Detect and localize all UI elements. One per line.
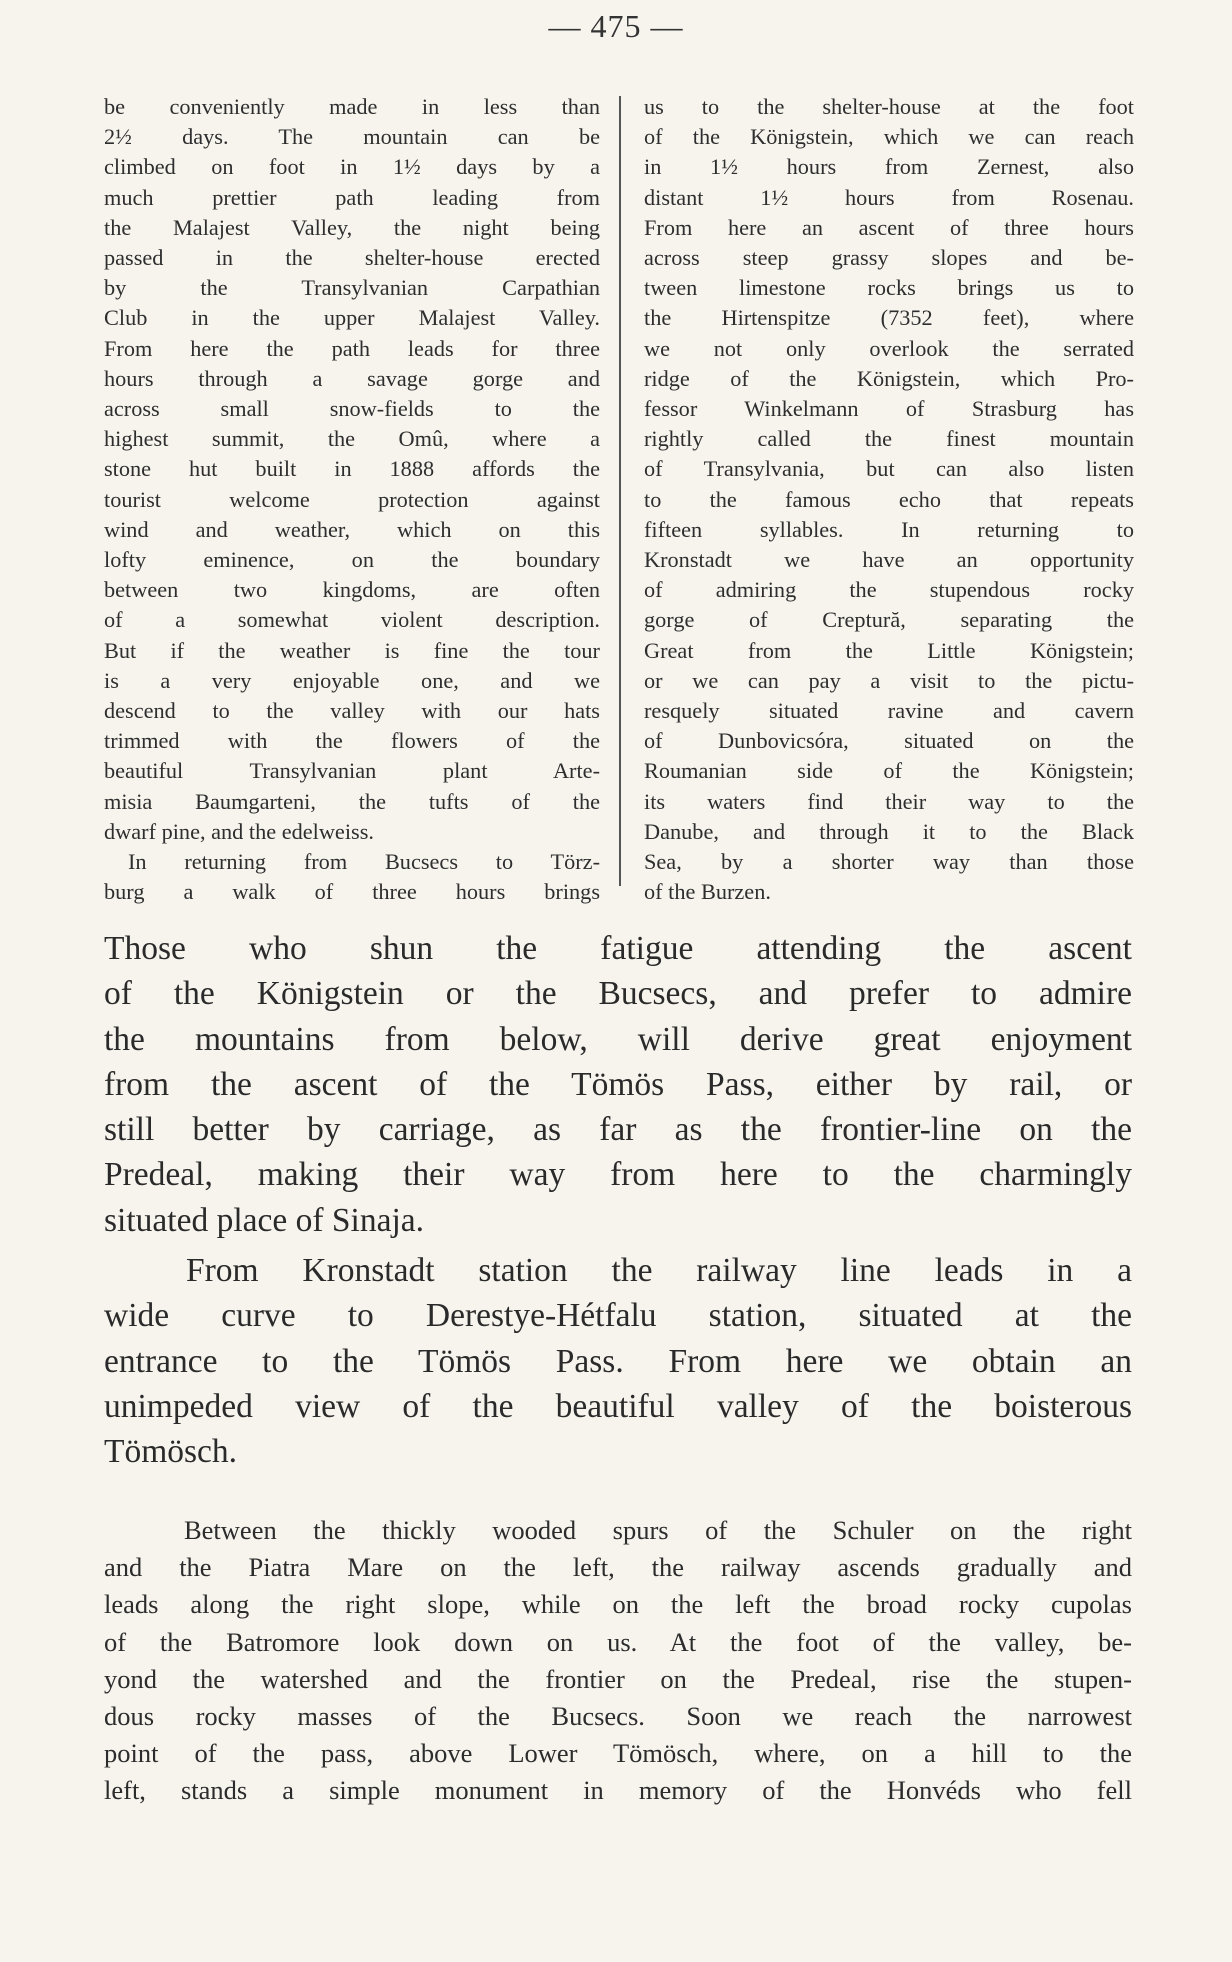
text-line: Between the thickly wooded spurs of the Schuler on the right: [184, 1515, 1132, 1545]
text-line: fessor Winkelmann of Strasburg has: [644, 396, 1134, 422]
text-line: Club in the upper Malajest Valley.: [104, 305, 600, 331]
text-line: of Transylvania, but can also listen: [644, 456, 1134, 482]
text-line: Sea, by a shorter way than those: [644, 849, 1134, 875]
text-line: the mountains from below, will derive great enjoyment: [104, 1020, 1132, 1058]
text-line: the Malajest Valley, the night being: [104, 214, 600, 240]
text-line: of the Königstein, which we can reach: [644, 124, 1134, 150]
text-line: descend to the valley with our hats: [104, 698, 600, 724]
text-line: Roumanian side of the Königstein;: [644, 758, 1134, 784]
text-line: us to the shelter-house at the foot: [644, 94, 1134, 119]
text-line: But if the weather is fine the tour: [104, 637, 600, 663]
text-line: its waters find their way to the: [644, 788, 1134, 814]
text-line: dous rocky masses of the Bucsecs. Soon we reach the narrowest: [104, 1701, 1132, 1732]
text-line: leads along the right slope, while on the left the broad rocky cupolas: [104, 1589, 1132, 1620]
large-paragraph-1: [104, 926, 1132, 1243]
text-line: of the Königstein or the Bucsecs, and prefer to admire: [104, 975, 1132, 1013]
text-line: beautiful Transylvanian plant Arte-: [104, 758, 600, 784]
column-divider: [619, 96, 621, 886]
text-line: Predeal, making their way from here to the charmingly: [104, 1156, 1132, 1194]
text-line: in 1½ hours from Zernest, also: [644, 154, 1134, 180]
text-line: left, stands a simple monument in memory of the Honvéds who fell: [104, 1775, 1132, 1806]
text-line: unimpeded view of the beautiful valley of the boisterous: [104, 1387, 1132, 1425]
text-line: by the Transylvanian Carpathian: [104, 275, 600, 301]
text-line: and the Piatra Mare on the left, the railway ascends gradually and: [104, 1552, 1132, 1583]
text-line: gorge of Creptură, separating the: [644, 607, 1134, 633]
text-line: distant 1½ hours from Rosenau.: [644, 184, 1134, 210]
text-line: lofty eminence, on the boundary: [104, 547, 600, 573]
right-column: [644, 92, 1134, 907]
text-line: entrance to the Tömös Pass. From here we obtain an: [104, 1342, 1132, 1380]
text-line: of the Burzen.: [644, 879, 771, 905]
text-line: of a somewhat violent description.: [104, 607, 600, 633]
large-paragraph-2: [104, 1248, 1132, 1474]
text-line: From Kronstadt station the railway line leads in a: [186, 1252, 1132, 1289]
text-line: point of the pass, above Lower Tömösch, where, on a hill to the: [104, 1738, 1132, 1769]
text-line: between two kingdoms, are often: [104, 577, 600, 603]
text-line: hours through a savage gorge and: [104, 365, 600, 391]
text-line: across small snow-fields to the: [104, 396, 600, 422]
text-line: be conveniently made in less than: [104, 94, 600, 119]
text-line: passed in the shelter-house erected: [104, 245, 600, 271]
text-line: misia Baumgarteni, the tufts of the: [104, 788, 600, 814]
text-line: situated place of Sinaja.: [104, 1201, 425, 1239]
text-line: Tömösch.: [104, 1433, 238, 1471]
text-line: of the Batromore look down on us. At the foot of the valley, be-: [104, 1626, 1132, 1657]
text-line: from the ascent of the Tömös Pass, either by rail, or: [104, 1065, 1132, 1103]
text-line: we not only overlook the serrated: [644, 335, 1134, 361]
text-line: rightly called the finest mountain: [644, 426, 1134, 452]
text-line: much prettier path leading from: [104, 184, 600, 210]
small-paragraph: [104, 1512, 1132, 1810]
text-line: In returning from Bucsecs to Törz-: [128, 849, 600, 875]
text-line: or we can pay a visit to the pictu-: [644, 667, 1134, 693]
text-line: yond the watershed and the frontier on the Predeal, rise the stupen-: [104, 1663, 1132, 1694]
text-line: Danube, and through it to the Black: [644, 818, 1134, 844]
text-line: burg a walk of three hours brings: [104, 879, 600, 905]
text-line: trimmed with the flowers of the: [104, 728, 600, 754]
text-line: to the famous echo that repeats: [644, 486, 1134, 512]
text-line: stone hut built in 1888 affords the: [104, 456, 600, 482]
text-line: is a very enjoyable one, and we: [104, 667, 600, 693]
text-line: of Dunbovicsóra, situated on the: [644, 728, 1134, 754]
text-line: Kronstadt we have an opportunity: [644, 547, 1134, 573]
left-column: [104, 92, 600, 907]
text-line: wide curve to Derestye-Hétfalu station, situated at the: [104, 1297, 1132, 1335]
text-line: climbed on foot in 1½ days by a: [104, 154, 600, 180]
text-line: dwarf pine, and the edelweiss.: [104, 818, 374, 844]
text-line: the Hirtenspitze (7352 feet), where: [644, 305, 1134, 331]
text-line: Those who shun the fatigue attending the ascent: [104, 930, 1132, 967]
text-line: highest summit, the Omû, where a: [104, 426, 600, 452]
page-number: — 475 —: [548, 8, 684, 44]
text-line: ridge of the Königstein, which Pro-: [644, 365, 1134, 391]
text-line: of admiring the stupendous rocky: [644, 577, 1134, 603]
text-line: From here the path leads for three: [104, 335, 600, 361]
text-line: fifteen syllables. In returning to: [644, 516, 1134, 542]
text-line: wind and weather, which on this: [104, 516, 600, 542]
text-line: From here an ascent of three hours: [644, 214, 1134, 240]
text-line: still better by carriage, as far as the frontier-line on the: [104, 1111, 1132, 1149]
text-line: Great from the Little Königstein;: [644, 637, 1134, 663]
text-line: tween limestone rocks brings us to: [644, 275, 1134, 301]
text-line: tourist welcome protection against: [104, 486, 600, 512]
text-line: across steep grassy slopes and be-: [644, 245, 1134, 271]
text-line: resquely situated ravine and cavern: [644, 698, 1134, 724]
text-line: 2½ days. The mountain can be: [104, 124, 600, 150]
